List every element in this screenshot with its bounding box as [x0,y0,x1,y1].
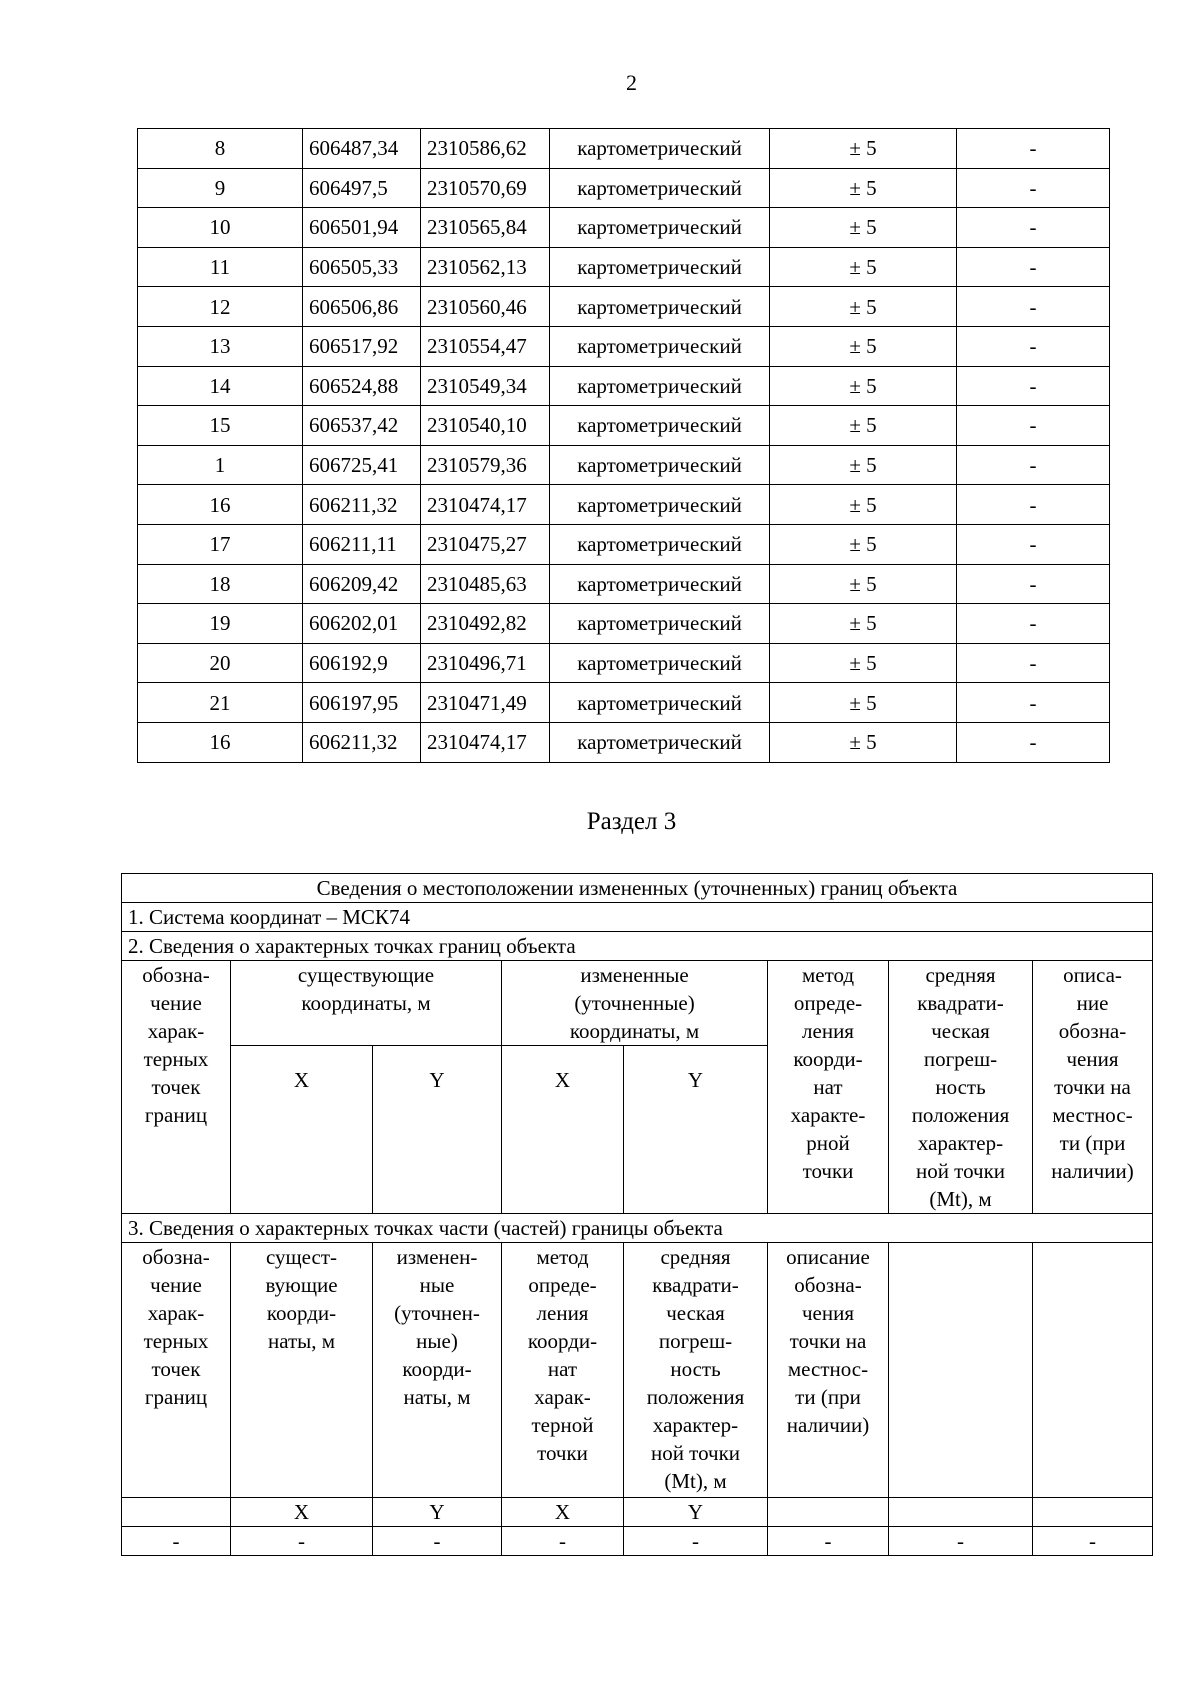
accuracy: ± 5 [770,208,957,248]
sub3-xy-empty [889,1498,1033,1527]
description: - [957,722,1110,762]
changed-boundaries-table [121,873,1153,1556]
table-row [138,524,1110,564]
sub3-xy-row [122,1498,1153,1527]
method: картометрический [550,485,770,525]
coord-y: 2310474,17 [421,485,550,525]
point-number: 1 [138,445,303,485]
sub2-title-row [122,932,1153,961]
method: картометрический [550,326,770,366]
method: картометрический [550,564,770,604]
accuracy: ± 5 [770,524,957,564]
coord-x: 606517,92 [303,326,421,366]
description: - [957,683,1110,723]
accuracy: ± 5 [770,247,957,287]
sub2-existing-y: Y [373,1046,502,1214]
method: картометрический [550,643,770,683]
accuracy: ± 5 [770,643,957,683]
table-row [138,129,1110,169]
table-row [138,683,1110,723]
accuracy: ± 5 [770,366,957,406]
coord-x: 606537,42 [303,406,421,446]
coord-x: 606197,95 [303,683,421,723]
coord-x: 606501,94 [303,208,421,248]
dash-cell: - [624,1527,768,1556]
sub3-col-empty [1033,1243,1153,1498]
sub3-col-empty [889,1243,1033,1498]
method: картометрический [550,604,770,644]
coord-y: 2310579,36 [421,445,550,485]
sub3-col-desc: описание обозна- чения точки на местнос- ти (при наличии) [768,1243,889,1498]
point-number: 17 [138,524,303,564]
point-number: 11 [138,247,303,287]
dash-cell: - [768,1527,889,1556]
sub3-col-method: метод опреде- ления коорди- нат харак- терной точки [502,1243,624,1498]
dash-cell: - [122,1527,231,1556]
accuracy: ± 5 [770,287,957,327]
accuracy: ± 5 [770,485,957,525]
sub2-existing-x: X [231,1046,373,1214]
coord-y: 2310496,71 [421,643,550,683]
sub3-col-existing: сущест- вующие коорди- наты, м [231,1243,373,1498]
description: - [957,604,1110,644]
coord-x: 606211,11 [303,524,421,564]
dash-cell: - [889,1527,1033,1556]
coordinates-table [137,128,1110,763]
sub3-header-row [122,1243,1153,1498]
coord-y: 2310485,63 [421,564,550,604]
description: - [957,208,1110,248]
table-row [138,485,1110,525]
method: картометрический [550,683,770,723]
accuracy: ± 5 [770,168,957,208]
sub3-title-row [122,1214,1153,1243]
system-row [122,903,1153,932]
coord-y: 2310475,27 [421,524,550,564]
point-number: 12 [138,287,303,327]
description: - [957,643,1110,683]
sub2-header-row [122,961,1153,1046]
dash-cell: - [373,1527,502,1556]
method: картометрический [550,287,770,327]
point-number: 21 [138,683,303,723]
coord-y: 2310562,13 [421,247,550,287]
coord-y: 2310565,84 [421,208,550,248]
table-row [138,366,1110,406]
method: картометрический [550,445,770,485]
dash-cell: - [231,1527,373,1556]
description: - [957,564,1110,604]
sub2-col-point: обозна- чение харак- терных точек границ [122,961,231,1214]
accuracy: ± 5 [770,129,957,169]
sub3-xy-empty [1033,1498,1153,1527]
table-header: Сведения о местоположении измененных (уточненных) границ объекта [122,874,1153,903]
table-row [138,445,1110,485]
sub2-col-error: средняя квадрати- ческая погреш- ность положения характер- ной точки (Mt), м [889,961,1033,1214]
method: картометрический [550,366,770,406]
point-number: 16 [138,722,303,762]
sub3-existing-x: X [231,1498,373,1527]
coord-x: 606202,01 [303,604,421,644]
section-title: Раздел 3 [586,808,677,835]
coord-x: 606497,5 [303,168,421,208]
point-number: 9 [138,168,303,208]
method: картометрический [550,524,770,564]
accuracy: ± 5 [770,406,957,446]
description: - [957,485,1110,525]
method: картометрический [550,129,770,169]
coord-y: 2310540,10 [421,406,550,446]
sub2-changed-x: X [502,1046,624,1214]
description: - [957,366,1110,406]
coord-y: 2310474,17 [421,722,550,762]
point-number: 8 [138,129,303,169]
description: - [957,524,1110,564]
dash-cell: - [502,1527,624,1556]
sub3-col-error: средняя квадрати- ческая погреш- ность положения характер- ной точки (Mt), м [624,1243,768,1498]
method: картометрический [550,168,770,208]
table-row [138,168,1110,208]
point-number: 14 [138,366,303,406]
table-row [138,643,1110,683]
coord-x: 606192,9 [303,643,421,683]
sub2-col-method: метод опреде- ления коорди- нат характе- рной точки [768,961,889,1214]
coord-x: 606209,42 [303,564,421,604]
sub3-col-point: обозна- чение харак- терных точек границ [122,1243,231,1498]
table-row [138,208,1110,248]
coord-y: 2310471,49 [421,683,550,723]
method: картометрический [550,247,770,287]
coord-x: 606487,34 [303,129,421,169]
table-row [138,326,1110,366]
sub2-changed-y: Y [624,1046,768,1214]
table-row [138,406,1110,446]
method: картометрический [550,406,770,446]
sub2-col-desc: описа- ние обозна- чения точки на местнос- ти (при наличии) [1033,961,1153,1214]
accuracy: ± 5 [770,683,957,723]
sub2-col-changed: измененные (уточненные) координаты, м [502,961,768,1046]
table-row [138,604,1110,644]
accuracy: ± 5 [770,326,957,366]
sub3-xy-empty [122,1498,231,1527]
method: картометрический [550,208,770,248]
description: - [957,168,1110,208]
coord-y: 2310549,34 [421,366,550,406]
description: - [957,406,1110,446]
coord-x: 606506,86 [303,287,421,327]
point-number: 19 [138,604,303,644]
table-row [138,247,1110,287]
point-number: 10 [138,208,303,248]
coord-x: 606211,32 [303,485,421,525]
description: - [957,326,1110,366]
accuracy: ± 5 [770,722,957,762]
sub2-col-existing: существующие координаты, м [231,961,502,1046]
method: картометрический [550,722,770,762]
accuracy: ± 5 [770,445,957,485]
coord-x: 606524,88 [303,366,421,406]
point-number: 13 [138,326,303,366]
header-row [122,874,1153,903]
coord-y: 2310570,69 [421,168,550,208]
sub3-changed-x: X [502,1498,624,1527]
sub3-title: 3. Сведения о характерных точках части (частей) границы объекта [122,1214,1153,1243]
table-row [138,564,1110,604]
dash-cell: - [1033,1527,1153,1556]
table-row [138,287,1110,327]
sub3-changed-y: Y [624,1498,768,1527]
table-row [138,722,1110,762]
coord-y: 2310554,47 [421,326,550,366]
coord-y: 2310492,82 [421,604,550,644]
page-number: 2 [626,70,637,95]
coord-x: 606725,41 [303,445,421,485]
point-number: 15 [138,406,303,446]
dash-row [122,1527,1153,1556]
point-number: 20 [138,643,303,683]
coordinate-system: 1. Система координат – МСК74 [122,903,1153,932]
sub3-col-changed: изменен- ные (уточнен- ные) коорди- наты, м [373,1243,502,1498]
accuracy: ± 5 [770,564,957,604]
description: - [957,287,1110,327]
coord-x: 606211,32 [303,722,421,762]
description: - [957,129,1110,169]
point-number: 18 [138,564,303,604]
accuracy: ± 5 [770,604,957,644]
coordinates-table-body [138,129,1110,763]
coord-y: 2310560,46 [421,287,550,327]
coord-y: 2310586,62 [421,129,550,169]
coord-x: 606505,33 [303,247,421,287]
sub2-title: 2. Сведения о характерных точках границ объекта [122,932,1153,961]
sub3-xy-empty [768,1498,889,1527]
sub3-existing-y: Y [373,1498,502,1527]
point-number: 16 [138,485,303,525]
description: - [957,247,1110,287]
description: - [957,445,1110,485]
